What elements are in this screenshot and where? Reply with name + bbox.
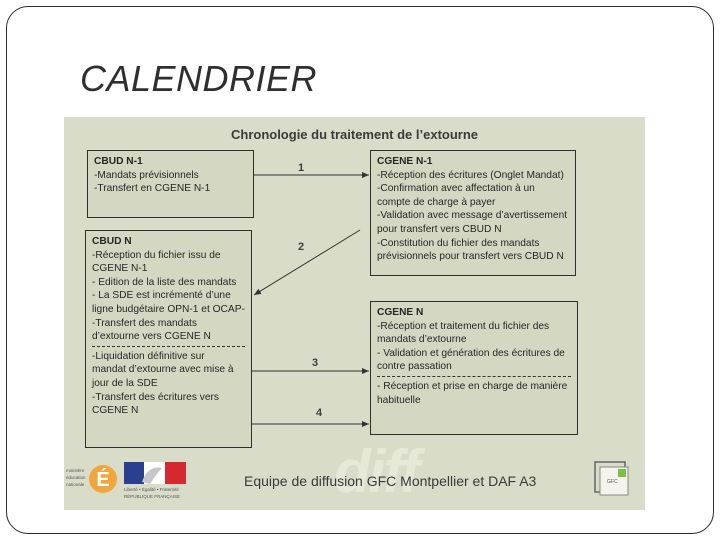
box-line: contre passation	[377, 361, 452, 373]
ministry-note-line: nationale	[66, 482, 85, 487]
republic-note-line: Liberté • Égalité • Fraternité	[124, 487, 179, 492]
gfc-logo	[594, 461, 630, 497]
box-line: -Réception des écritures (Onglet Mandat)	[377, 169, 564, 181]
box-line: -Transfert en CGENE N-1	[94, 183, 211, 195]
box-line: -Mandats prévisionnels	[94, 169, 199, 181]
arrow-label-4: 4	[316, 407, 323, 419]
box-line: -Liquidation définitive sur	[92, 350, 205, 362]
box-line: -Transfert des mandats	[92, 317, 197, 329]
footer-text: Equipe de diffusion GFC Montpellier et DAF A3	[244, 473, 537, 489]
box-line: -Validation avec message d’avertissement	[377, 210, 568, 222]
box-line: mandats d’extourne	[377, 334, 467, 346]
arrows-layer	[64, 117, 645, 510]
arrow-2	[254, 230, 360, 295]
box-line: - Réception et prise en charge de manière	[377, 380, 568, 392]
svg-text:É: É	[96, 469, 110, 491]
box-line: jour de la SDE	[92, 377, 158, 389]
box-line: habituelle	[377, 394, 421, 406]
gfc-label: GFC	[607, 479, 618, 485]
box-title: CGENE N-1	[377, 156, 433, 167]
box-line: -Réception du fichier issu de	[92, 249, 221, 261]
box-line: CGENE N-1	[92, 263, 148, 275]
box-title: CBUD N-1	[94, 156, 143, 167]
watermark-text: diff	[334, 438, 419, 505]
ministry-e-icon	[88, 460, 118, 496]
arrow-label-3: 3	[312, 357, 319, 369]
slide-title: CALENDRIER	[80, 58, 318, 99]
box-line: - La SDE est incrémenté d’une	[92, 290, 231, 302]
ministry-logo	[66, 462, 120, 496]
box-line: compte de charge à payer	[377, 196, 496, 208]
box-line: -Confirmation avec affectation à un	[377, 183, 535, 195]
box-line: -Constitution du fichier des mandats	[377, 237, 540, 249]
box-line: CGENE N	[92, 405, 139, 417]
box-line: d’extourne vers CGENE N	[92, 331, 211, 343]
box-line: -Transfert des écritures vers	[92, 391, 220, 403]
republic-logo	[124, 462, 190, 502]
diagram-figure	[64, 117, 645, 510]
republic-note-line: RÉPUBLIQUE FRANÇAISE	[124, 494, 181, 499]
ministry-note-line: éducation	[66, 475, 86, 480]
arrow-label-2: 2	[298, 241, 305, 253]
box-line: prévisionnels pour transfert vers CBUD N	[377, 251, 564, 263]
box-line: ligne budgétaire OPN-1 et OCAP-	[92, 303, 245, 315]
ministry-note-line: ministère	[66, 468, 85, 473]
box-line: pour transfert vers CBUD N	[377, 223, 502, 235]
box-line: - Edition de la liste des mandats	[92, 276, 237, 288]
box-title: CGENE N	[377, 307, 424, 318]
arrow-label-1: 1	[298, 162, 305, 174]
box-line: -Réception et traitement du fichier des	[377, 320, 550, 332]
box-line: mandat d’extourne avec mise à	[92, 364, 234, 376]
box-title: CBUD N	[92, 236, 132, 247]
marianne-flag-icon	[124, 462, 186, 484]
diagram-title: Chronologie du traitement de l’extourne	[230, 127, 479, 142]
box-line: - Validation et génération des écritures de	[377, 347, 565, 359]
